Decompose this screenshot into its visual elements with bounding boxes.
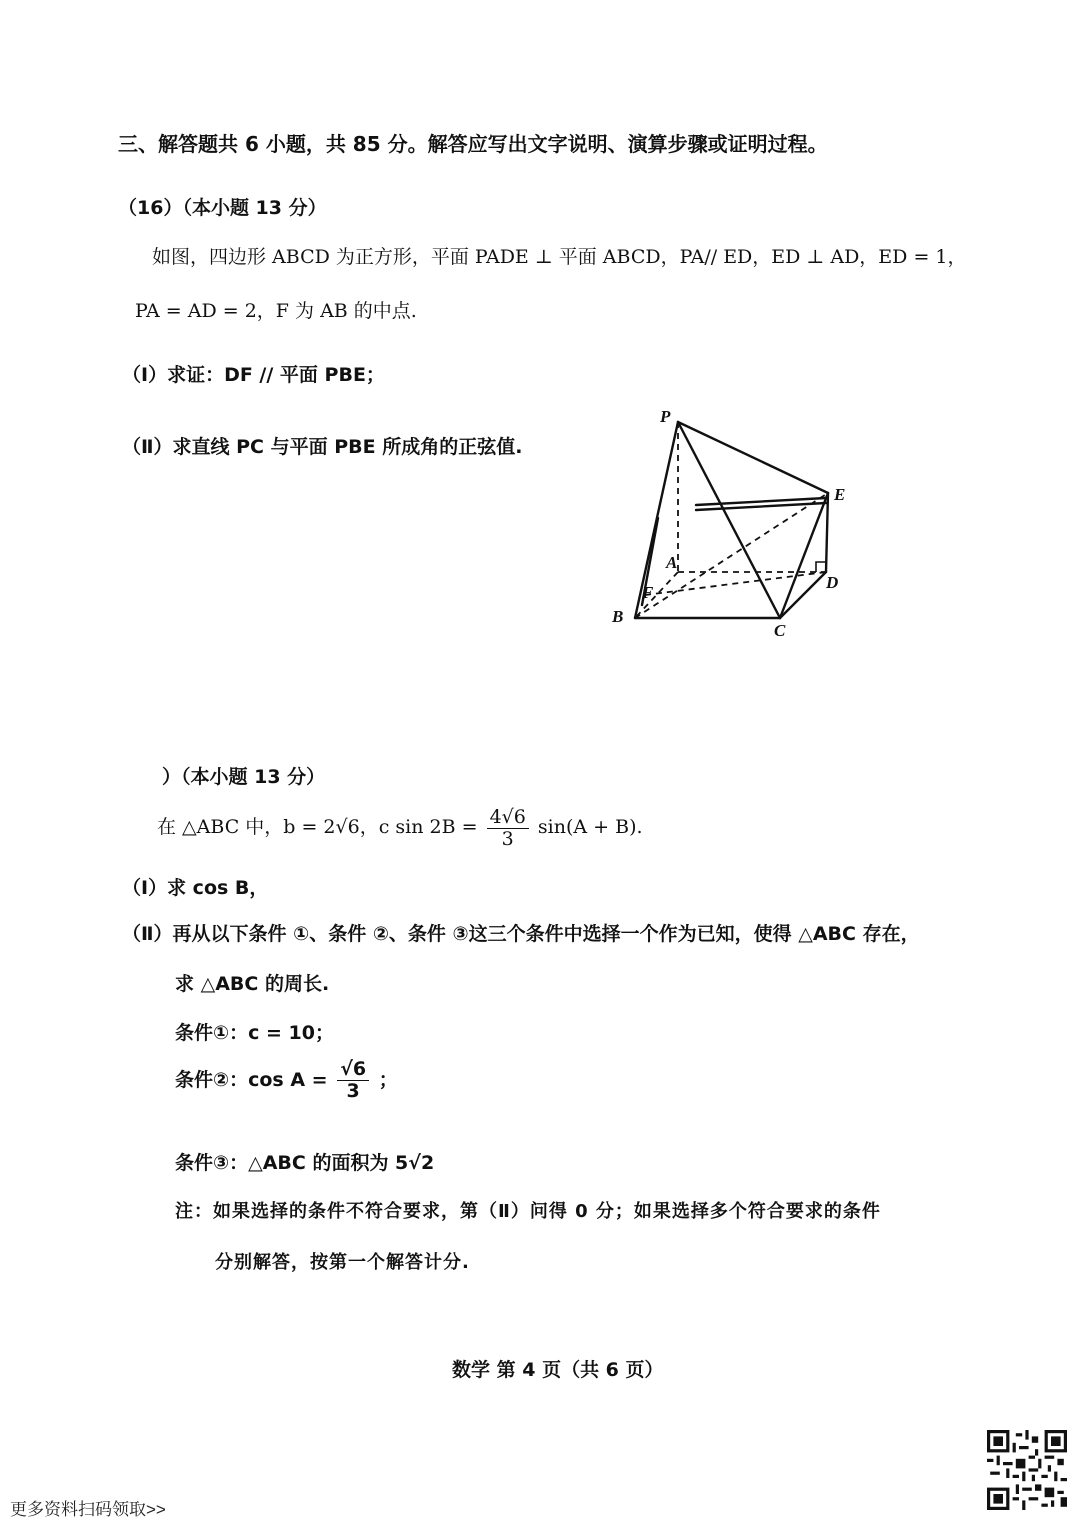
q16-part1: （Ⅰ）求证：DF // 平面 PBE； (122, 364, 385, 386)
q17-cond2-fraction (337, 1059, 369, 1102)
edge-ED (826, 493, 828, 572)
q17-part2-line1: （Ⅱ）再从以下条件 ①、条件 ②、条件 ③这三个条件中选择一个作为已知，使得 △ABC 存在， (122, 923, 920, 945)
label-P: P (660, 407, 671, 426)
q17-cond2-den: 3 (346, 1080, 360, 1102)
edge-FD-hidden (645, 572, 826, 595)
q16-figure (600, 400, 870, 650)
q17-part2-line2: 求 △ABC 的周长. (175, 973, 330, 995)
label-E: E (834, 485, 846, 504)
q17-condition-3: 条件③：△ABC 的面积为 5√2 (175, 1152, 435, 1174)
q17-condition-1: 条件①：c = 10； (175, 1022, 334, 1044)
q17-part1: （Ⅰ）求 cos B， (122, 877, 269, 899)
edge-PE (678, 422, 828, 493)
q17-stem-fraction (487, 807, 529, 850)
right-angle-mark (816, 562, 826, 572)
q16-part2: （Ⅱ）求直线 PC 与平面 PBE 所成角的正弦值. (122, 436, 523, 458)
section-heading: 三、解答题共 6 小题，共 85 分。解答应写出文字说明、演算步骤或证明过程。 (118, 132, 828, 156)
q16-header: （16）（本小题 13 分） (118, 197, 327, 219)
label-A: A (666, 553, 678, 572)
q17-cond2-suffix: ； (378, 1069, 398, 1091)
footer-qr-link[interactable]: 更多资料扫码领取>> (10, 1500, 166, 1519)
label-B: B (612, 607, 624, 626)
q17-frac-num: 4√6 (487, 807, 529, 829)
q17-stem-suffix: sin(A + B). (537, 816, 643, 838)
q17-note-line1: 注：如果选择的条件不符合要求，第（Ⅱ）问得 0 分；如果选择多个符合要求的条件 (175, 1201, 881, 1222)
q16-stem-line2: PA = AD = 2，F 为 AB 的中点. (135, 300, 417, 322)
q17-frac-den: 3 (501, 827, 514, 850)
q17-stem-prefix: 在 △ABC 中，b = 2√6，c sin 2B = (157, 816, 478, 838)
label-D: D (826, 573, 839, 592)
label-C: C (774, 621, 786, 640)
q17-stem (157, 805, 643, 849)
q17-cond2-num: √6 (337, 1059, 369, 1081)
edge-CE (780, 493, 828, 618)
qr-code-icon[interactable] (987, 1430, 1067, 1510)
edge-CD (780, 572, 826, 618)
q17-note-line2: 分别解答，按第一个解答计分. (215, 1252, 470, 1273)
q16-stem-line1: 如图，四边形 ABCD 为正方形，平面 PADE ⊥ 平面 ABCD，PA// ED，ED ⊥ AD，ED = 1， (152, 246, 967, 268)
q17-header: ）（本小题 13 分） (162, 766, 326, 788)
page-number: 数学 第 4 页（共 6 页） (452, 1359, 664, 1381)
q17-condition-2 (175, 1058, 398, 1102)
q17-cond2-prefix: 条件②：cos A = (175, 1069, 328, 1091)
label-F: F (642, 583, 654, 602)
